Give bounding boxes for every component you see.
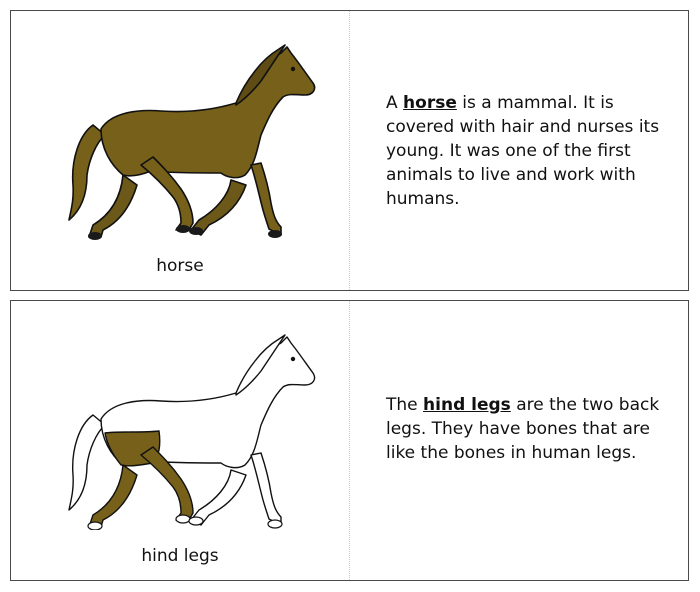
description-body: is a mammal. It is covered with hair and nurses its young. It was one of the first animals to live and work with humans. <box>386 93 660 209</box>
card-caption: horse <box>156 256 204 276</box>
horse-hind-legs-illustration <box>41 315 321 530</box>
nomenclature-card-horse <box>10 10 689 291</box>
card-description <box>386 91 671 211</box>
card-divider <box>349 11 350 290</box>
description-prefix: The <box>386 395 424 415</box>
description-prefix: A <box>386 93 404 113</box>
nomenclature-card-hind-legs <box>10 300 689 581</box>
card-description <box>386 393 671 465</box>
card-divider <box>349 301 350 580</box>
horse-illustration <box>41 25 321 240</box>
card-caption: hind legs <box>141 546 219 566</box>
description-body: are the two back legs. They have bones that are like the bones in human legs. <box>386 395 660 463</box>
term-highlight: hind legs <box>423 395 511 415</box>
term-highlight: horse <box>403 93 457 113</box>
